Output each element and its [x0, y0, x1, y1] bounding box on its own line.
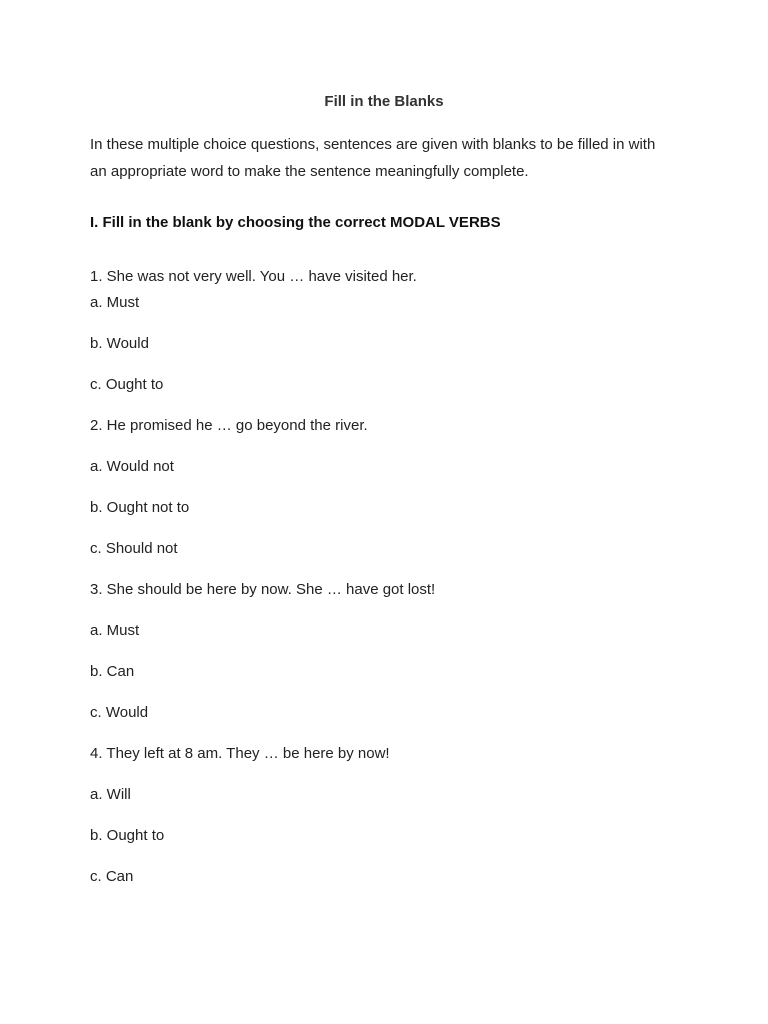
answer-option: b. Ought to	[90, 827, 165, 844]
question-prompt: 1. She was not very well. You … have visited her.	[90, 268, 417, 285]
answer-option: c. Can	[90, 868, 134, 885]
question-prompt: 4. They left at 8 am. They … be here by now!	[90, 745, 390, 762]
answer-option: b. Ought not to	[90, 499, 190, 516]
answer-option: a. Would not	[90, 458, 174, 475]
page-title: Fill in the Blanks	[324, 93, 444, 110]
answer-option: a. Will	[90, 786, 131, 803]
question-prompt: 3. She should be here by now. She … have got lost!	[90, 581, 436, 598]
answer-option: c. Should not	[90, 540, 178, 557]
answer-option: b. Would	[90, 335, 149, 352]
answer-option: c. Would	[90, 704, 149, 721]
answer-option: c. Ought to	[90, 376, 164, 393]
answer-option: b. Can	[90, 663, 135, 680]
intro-line: In these multiple choice questions, sentences are given with blanks to be filled in with	[90, 136, 656, 153]
intro-paragraph	[90, 131, 690, 185]
section-heading: I. Fill in the blank by choosing the correct MODAL VERBS	[90, 214, 501, 231]
answer-option: a. Must	[90, 622, 140, 639]
intro-line: an appropriate word to make the sentence meaningfully complete.	[90, 163, 529, 180]
answer-option: a. Must	[90, 294, 140, 311]
question-prompt: 2. He promised he … go beyond the river.	[90, 417, 368, 434]
